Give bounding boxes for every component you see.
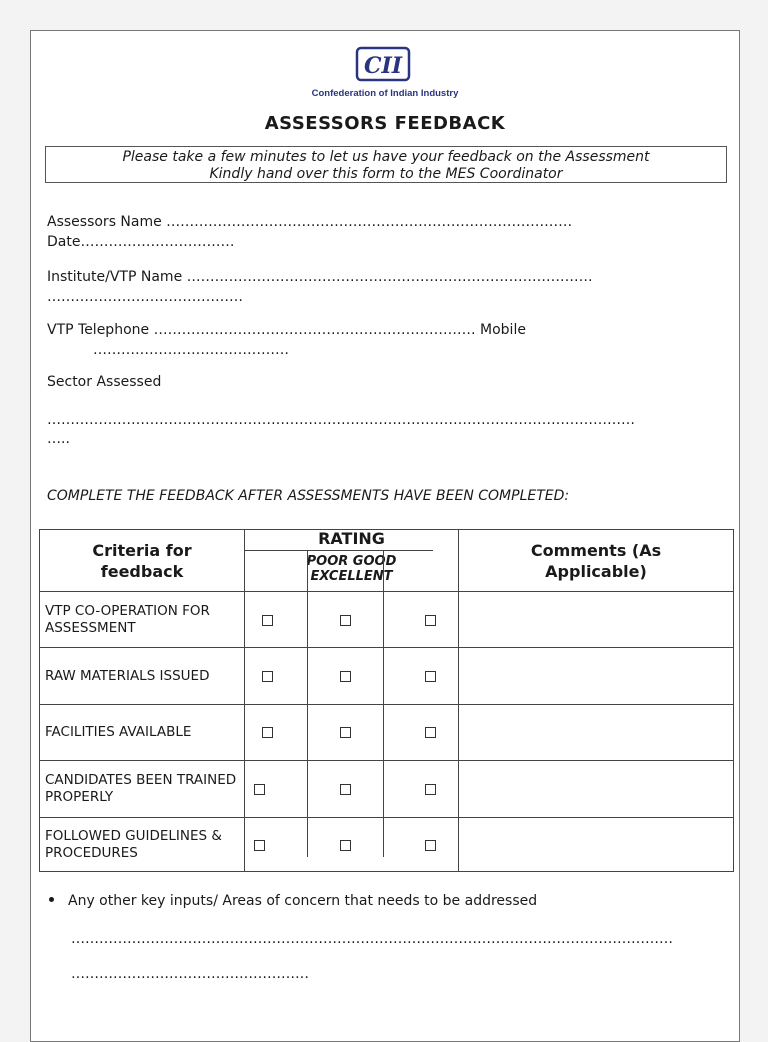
rating-cell [245, 818, 459, 872]
rating-good-checkbox[interactable] [340, 784, 351, 795]
rating-excellent-checkbox[interactable] [425, 671, 436, 682]
bullet-dot-icon [49, 897, 54, 902]
table-row [40, 648, 734, 705]
rating-poor-checkbox[interactable] [262, 615, 273, 626]
rating-excellent-checkbox[interactable] [425, 784, 436, 795]
sector-assessed-field[interactable]: ……………………………………………………………………………………………………………… [47, 412, 635, 428]
rating-excellent-checkbox[interactable] [425, 727, 436, 738]
rating-scale: POOR GOOD EXCELLENT [306, 554, 397, 584]
rating-header [245, 530, 459, 592]
other-inputs-line-2[interactable]: …………………………………………… [71, 966, 309, 982]
table-row [40, 818, 734, 872]
rating-poor-checkbox[interactable] [262, 727, 273, 738]
institute-name-continuation[interactable]: …………………………………… [47, 289, 243, 305]
institute-name-field[interactable]: Institute/VTP Name …………………………………………………………………………… [47, 269, 593, 285]
rating-poor-checkbox[interactable] [262, 671, 273, 682]
rating-cell [245, 761, 459, 818]
completion-instruction: COMPLETE THE FEEDBACK AFTER ASSESSMENTS HAVE BEEN COMPLETED: [47, 488, 570, 504]
rating-good-checkbox[interactable] [340, 840, 351, 851]
comments-header: Comments (As Applicable) [459, 530, 734, 592]
instruction-box [45, 146, 727, 183]
other-inputs-line-1[interactable]: ………………………………………………………………………………………………………………… [71, 931, 673, 947]
criteria-cell: FOLLOWED GUIDELINES & PROCEDURES [40, 818, 245, 872]
instruction-line-2: Kindly hand over this form to the MES Coordinator [209, 166, 563, 182]
feedback-table [39, 529, 734, 872]
comments-cell[interactable] [459, 761, 734, 818]
sector-assessed-continuation[interactable]: ….. [47, 431, 70, 447]
rating-good-checkbox[interactable] [340, 671, 351, 682]
assessor-name-field[interactable]: Assessors Name …………………………………………………………………………… [47, 214, 573, 230]
criteria-cell: FACILITIES AVAILABLE [40, 705, 245, 761]
rating-good-checkbox[interactable] [340, 615, 351, 626]
sector-assessed-label: Sector Assessed [47, 374, 162, 390]
criteria-cell: CANDIDATES BEEN TRAINED PROPERLY [40, 761, 245, 818]
vtp-telephone-field[interactable]: VTP Telephone …………………………………………………………… Mobile [47, 322, 526, 338]
table-row [40, 592, 734, 648]
comments-cell[interactable] [459, 818, 734, 872]
criteria-header: Criteria for feedback [40, 530, 245, 592]
comments-cell[interactable] [459, 705, 734, 761]
rating-column-divider [307, 551, 308, 857]
comments-cell[interactable] [459, 592, 734, 648]
date-field[interactable]: Date…………………………… [47, 234, 235, 250]
rating-column-divider [383, 551, 384, 857]
other-inputs-label: Any other key inputs/ Areas of concern that needs to be addressed [68, 893, 538, 909]
comments-cell[interactable] [459, 648, 734, 705]
rating-poor-checkbox[interactable] [254, 784, 265, 795]
criteria-cell: RAW MATERIALS ISSUED [40, 648, 245, 705]
rating-cell [245, 648, 459, 705]
rating-label: RATING [318, 529, 385, 548]
criteria-cell: VTP CO-OPERATION FOR ASSESSMENT [40, 592, 245, 648]
rating-cell [245, 705, 459, 761]
rating-cell [245, 592, 459, 648]
other-inputs-bullet [49, 893, 537, 909]
rating-excellent-checkbox[interactable] [425, 615, 436, 626]
table-header-row [40, 530, 734, 592]
form-title: ASSESSORS FEEDBACK [264, 113, 506, 134]
feedback-form-page [30, 30, 740, 1042]
table-row [40, 761, 734, 818]
instruction-line-1: Please take a few minutes to let us have your feedback on the Assessment [122, 149, 650, 165]
table-row [40, 705, 734, 761]
rating-divider [245, 550, 433, 551]
rating-good-checkbox[interactable] [340, 727, 351, 738]
cii-logo [355, 46, 411, 82]
organization-name: Confederation of Indian Industry [311, 88, 459, 99]
rating-excellent-checkbox[interactable] [425, 840, 436, 851]
rating-poor-checkbox[interactable] [254, 840, 265, 851]
svg-text:CII: CII [363, 53, 403, 79]
mobile-field[interactable]: …………………………………… [93, 342, 289, 358]
